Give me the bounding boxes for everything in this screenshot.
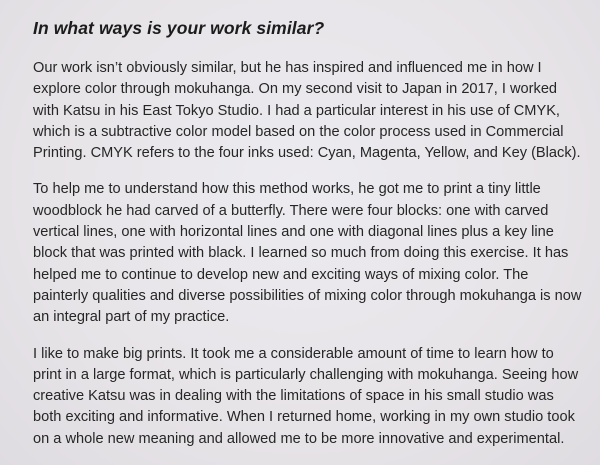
paragraph-3: I like to make big prints. It took me a considerable amount of time to learn how to print in a large format, which is particularly challenging with mokuhanga. Seeing how creative Katsu was in dealing with the limitations of space in his small studio was both exciting and informative. When I returned home, working in my own studio took on a whole new meaning and allowed me to be more innovative and experimental.	[33, 345, 579, 447]
paragraph-2: To help me to understand how this method works, he got me to print a tiny little woodblock he had carved of a butterfly. There were four blocks: one with carved vertical lines, one with horizontal lines and one with diagonal lines plus a key line block that was printed with black. I learned so much from doing this exercise. It has helped me to continue to develop new and exciting ways of mixing color. The painterly qualities and diverse possibilities of mixing color through mokuhanga is now an integral part of my practice.	[33, 181, 582, 326]
paragraph-1: Our work isn’t obviously similar, but he has inspired and influenced me in how I explore color through mokuhanga. On my second visit to Japan in 2017, I worked with Katsu in his East Tokyo Studio. I had a particular interest in his use of CMYK, which is a subtractive color model based on the color process used in Commercial Printing. CMYK refers to the four inks used: Cyan, Magenta, Yellow, and Key (Black).	[33, 60, 581, 162]
section-heading: In what ways is your work similar?	[33, 18, 325, 38]
